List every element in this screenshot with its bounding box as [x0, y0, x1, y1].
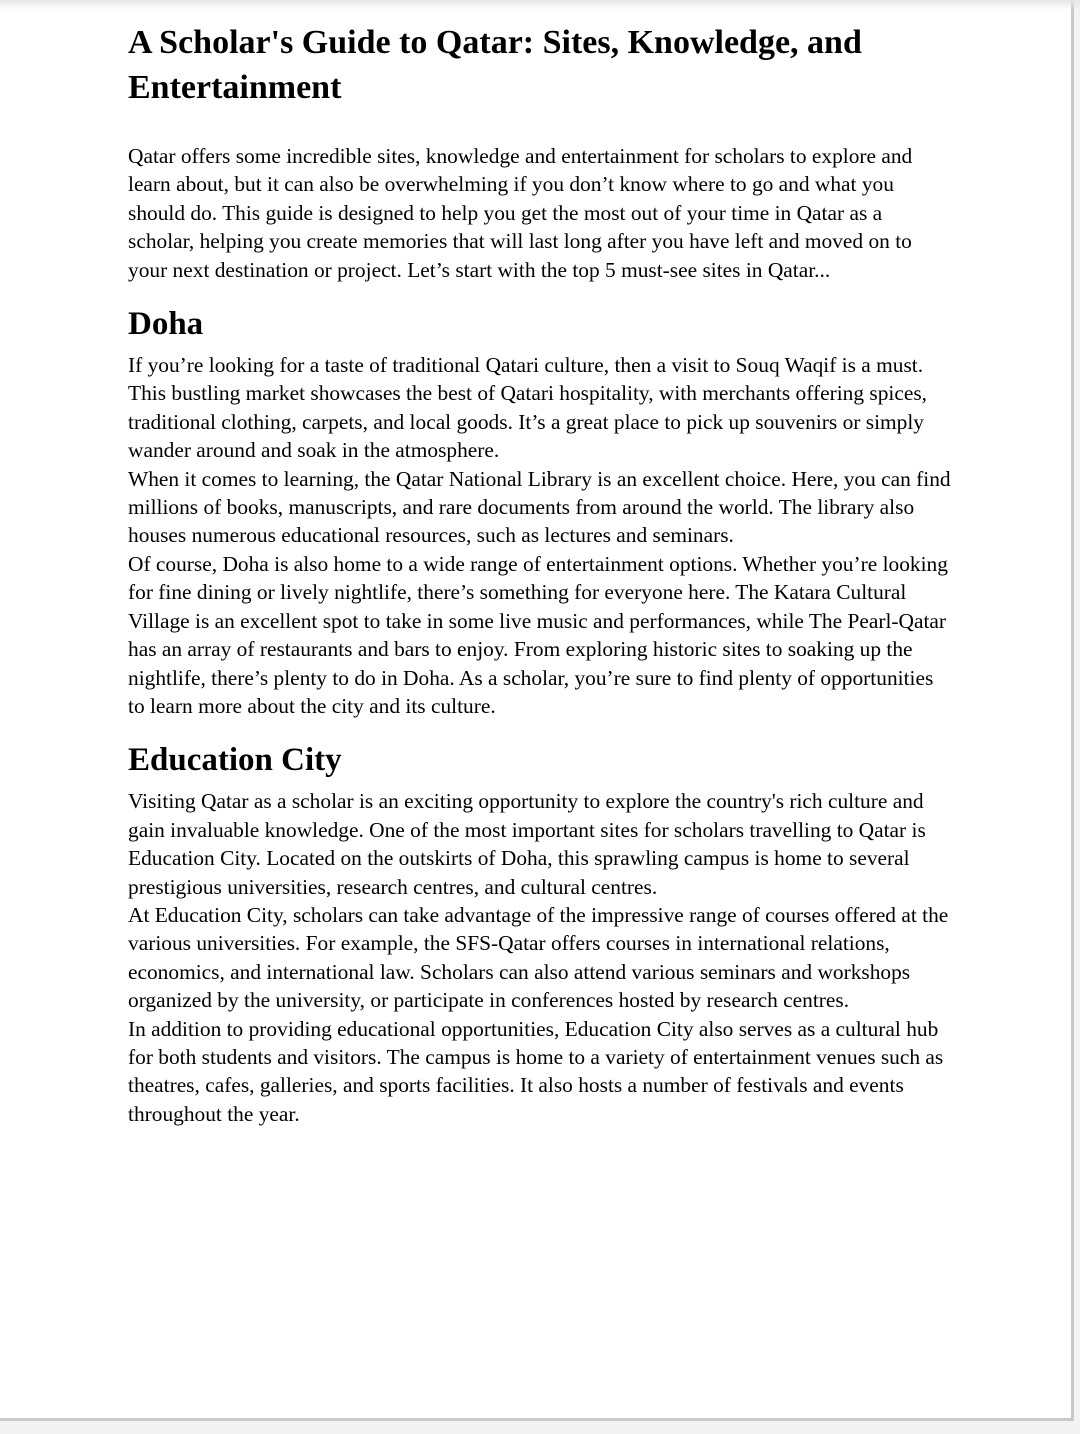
section-doha	[128, 302, 952, 720]
section-heading-doha: Doha	[128, 306, 204, 343]
education-city-paragraph-3: In addition to providing educational opportunities, Education City also serves as a cultural hub for both students and visitors. The campus is home to a variety of entertainment venues such as theatres, cafes, galleries, and sports facilities. It also hosts a number of festivals and events throughout the year.	[128, 1016, 944, 1126]
intro-paragraph: Qatar offers some incredible sites, knowledge and entertainment for scholars to explore and learn about, but it can also be overwhelming if you don’t know where to go and what you should do. This guide is designed to help you get the most out of your time in Qatar as a scholar, helping you create memories that will last long after you have left and moved on to your next destination or project. Let’s start with the top 5 must-see sites in Qatar...	[128, 144, 913, 282]
doha-paragraph-2: When it comes to learning, the Qatar National Library is an excellent choice. Here, you can find millions of books, manuscripts, and rare documents from around the world. The library also houses numerous educational resources, such as lectures and seminars.	[128, 466, 951, 548]
doha-paragraph-3: Of course, Doha is also home to a wide range of entertainment options. Whether you’re looking for fine dining or lively nightlife, there’s something for everyone here. The Katara Cultural Village is an excellent spot to take in some live music and performances, while The Pearl-Qatar has an array of restaurants and bars to enjoy. From exploring historic sites to soaking up the nightlife, there’s plenty to do in Doha. As a scholar, you’re sure to find plenty of opportunities to learn more about the city and its culture.	[128, 551, 948, 718]
education-city-paragraph-1: Visiting Qatar as a scholar is an exciting opportunity to explore the country's rich culture and gain invaluable knowledge. One of the most important sites for scholars travelling to Qatar is Education City. Located on the outskirts of Doha, this sprawling campus is home to several prestigious universities, research centres, and cultural centres.	[128, 789, 926, 899]
doha-paragraph-1: If you’re looking for a taste of traditional Qatari culture, then a visit to Souq Waqif is a must. This bustling market showcases the best of Qatari hospitality, with merchants offering spices, traditional clothing, carpets, and local goods. It’s a great place to pick up souvenirs or simply wander around and soak in the atmosphere.	[128, 353, 928, 463]
section-education-city	[128, 738, 952, 1128]
document-title: A Scholar's Guide to Qatar: Sites, Knowledge, and Entertainment	[128, 24, 862, 106]
section-heading-education-city: Education City	[128, 742, 342, 779]
education-city-paragraph-2: At Education City, scholars can take advantage of the impressive range of courses offered at the various universities. For example, the SFS-Qatar offers courses in international relations, economics, and international law. Scholars can also attend various seminars and workshops organized by the university, or participate in conferences hosted by research centres.	[128, 902, 949, 1013]
